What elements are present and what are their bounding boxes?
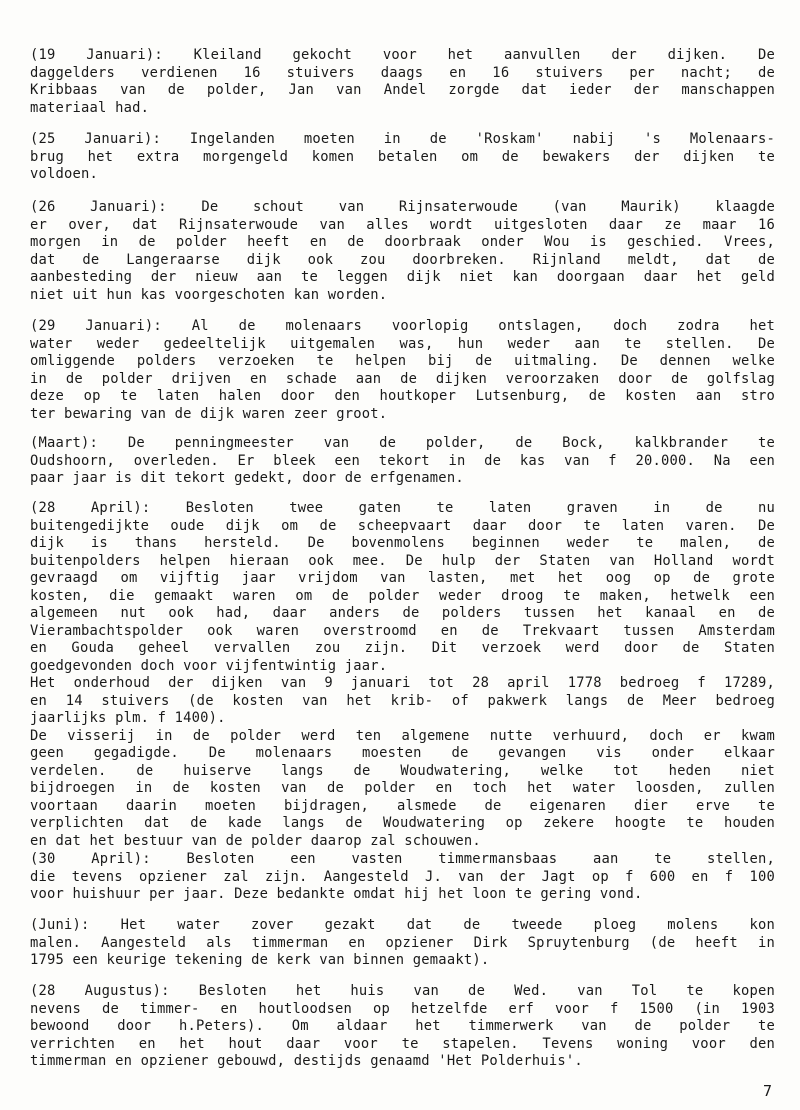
text-line: (28 Augustus): Besloten het huis van de Wed. van Tol te kopen <box>30 983 775 999</box>
paragraph-maart <box>30 435 775 488</box>
text-line: en dat het bestuur van de polder daarop zal schouwen. <box>30 832 481 849</box>
text-line: deze op te laten halen door den houtkoper Lutsenburg, de kosten aan stro <box>30 388 775 404</box>
text-line: er over, dat Rijnsaterwoude van alles wordt uitgesloten daar ze maar 16 <box>30 216 775 233</box>
text-line: morgen in de polder heeft en de doorbraak onder Wou is geschied. Vrees, <box>30 234 775 250</box>
paragraph-juni <box>30 917 775 970</box>
text-line: (26 Januari): De schout van Rijnsaterwoude (van Maurik) klaagde <box>30 199 775 215</box>
text-line: buitengedijkte oude dijk om de scheepvaart daar door te laten varen. De <box>30 517 775 534</box>
text-line: goedgevonden doch voor vijfentwintig jaar. <box>30 657 388 674</box>
paragraph-29-januari <box>30 318 775 423</box>
text-line: De visserij in de polder werd ten algemene nutte verhuurd, doch er kwam <box>30 727 775 744</box>
text-line: verdelen. de huiserve langs de Woudwatering, welke tot heden niet <box>30 762 775 779</box>
text-line: (28 April): Besloten twee gaten te laten graven in de nu <box>30 500 775 516</box>
text-line: brug het extra morgengeld komen betalen om de bewakers der dijken te <box>30 148 775 165</box>
text-line: verplichten dat de kade langs de Woudwatering op zekere hoogte te houden <box>30 815 775 831</box>
text-line: niet uit hun kas voorgeschoten kan worden. <box>30 286 388 303</box>
text-line: Vierambachtspolder ook waren overstroomd en de Trekvaart tussen Amsterdam <box>30 622 775 639</box>
paragraph-25-januari <box>30 131 775 184</box>
text-line: dijk is thans hersteld. De bovenmolens beginnen weder te malen, de <box>30 535 775 551</box>
text-line: (Juni): Het water zover gezakt dat de tweede ploeg molens kon <box>30 917 775 933</box>
text-line: paar jaar is dit tekort gedekt, door de erfgenamen. <box>30 470 464 486</box>
text-line: en Gouda geheel vervallen zou zijn. Dit verzoek werd door de Staten <box>30 640 775 656</box>
text-line: kosten, die gemaakt waren om de polder weder droog te maken, hetwelk een <box>30 587 775 604</box>
text-line: water weder gedeeltelijk uitgemalen was, hun weder aan te stellen. De <box>30 335 775 352</box>
text-line: algemeen nut ook had, daar anders de polders tussen het kanaal en de <box>30 605 775 621</box>
text-line: (30 April): Besloten een vasten timmermansbaas aan te stellen, <box>30 851 775 867</box>
text-line: jaarlijks plm. f 1400). <box>30 710 226 726</box>
text-line: aanbesteding der nieuw aan te leggen dijk niet kan doorgaan daar het geld <box>30 269 775 285</box>
text-line: (29 Januari): Al de molenaars voorlopig ontslagen, doch zodra het <box>30 318 775 334</box>
text-line: in de polder drijven en schade aan de dijken veroorzaken door de golfslag <box>30 370 775 387</box>
text-line: materiaal had. <box>30 99 150 116</box>
paragraph-26-januari <box>30 199 775 304</box>
text-line: daggelders verdienen 16 stuivers daags en 16 stuivers per nacht; de <box>30 64 775 81</box>
text-line: en 14 stuivers (de kosten van het krib- of pakwerk langs de Meer bedroeg <box>30 692 775 709</box>
text-line: (19 Januari): Kleiland gekocht voor het aanvullen der dijken. De <box>30 47 775 63</box>
text-line: nevens de timmer- en houtloodsen op hetzelfde erf voor f 1500 (in 1903 <box>30 1000 775 1017</box>
text-line: 1795 een keurige tekening de kerk van binnen gemaakt). <box>30 952 490 968</box>
text-line: geen gegadigde. De molenaars moesten de gevangen vis onder elkaar <box>30 745 775 761</box>
text-line: voor huishuur per jaar. Deze bedankte omdat hij het loon te gering vond. <box>30 886 643 902</box>
text-line: malen. Aangesteld als timmerman en opziener Dirk Spruytenburg (de heeft in <box>30 934 775 951</box>
text-line: timmerman en opziener gebouwd, destijds genaamd 'Het Polderhuis'. <box>30 1053 583 1069</box>
paragraph-30-april <box>30 851 775 904</box>
text-line: Het onderhoud der dijken van 9 januari tot 28 april 1778 bedroeg f 17289, <box>30 675 775 691</box>
paragraph-28-augustus <box>30 983 775 1071</box>
text-line: ter bewaring van de dijk waren zeer groot. <box>30 405 388 422</box>
text-line: Oudshoorn, overleden. Er bleek een tekort in de kas van f 20.000. Na een <box>30 452 775 469</box>
paragraph-19-januari <box>30 47 775 117</box>
text-line: die tevens opziener zal zijn. Aangesteld J. van der Jagt op f 600 en f 100 <box>30 868 775 885</box>
text-line: bewoond door h.Peters). Om aldaar het timmerwerk van de polder te <box>30 1018 775 1034</box>
text-line: voldoen. <box>30 166 99 182</box>
page-number: 7 <box>762 1082 772 1100</box>
paragraph-28-april <box>30 500 775 850</box>
text-line: verrichten en het hout daar voor te stapelen. Tevens woning voor den <box>30 1035 775 1052</box>
text-line: bijdroegen in de kosten van de polder en toch het water loosden, zullen <box>30 780 775 796</box>
text-line: (Maart): De penningmeester van de polder, de Bock, kalkbrander te <box>30 435 775 451</box>
text-line: dat de Langeraarse dijk ook zou doorbreken. Rijnland meldt, dat de <box>30 251 775 268</box>
text-line: (25 Januari): Ingelanden moeten in de 'Roskam' nabij 's Molenaars- <box>30 131 775 147</box>
text-line: buitenpolders helpen hieraan ook mee. De hulp der Staten van Holland wordt <box>30 552 775 569</box>
text-line: gevraagd om vijftig jaar vrijdom van lasten, met het oog op de grote <box>30 570 775 586</box>
text-line: omliggende polders verzoeken te helpen bij de uitmaling. De dennen welke <box>30 353 775 369</box>
text-line: Kribbaas van de polder, Jan van Andel zorgde dat ieder der manschappen <box>30 82 775 98</box>
text-line: voortaan daarin moeten bijdragen, alsmede de eigenaren dier erve te <box>30 797 775 814</box>
